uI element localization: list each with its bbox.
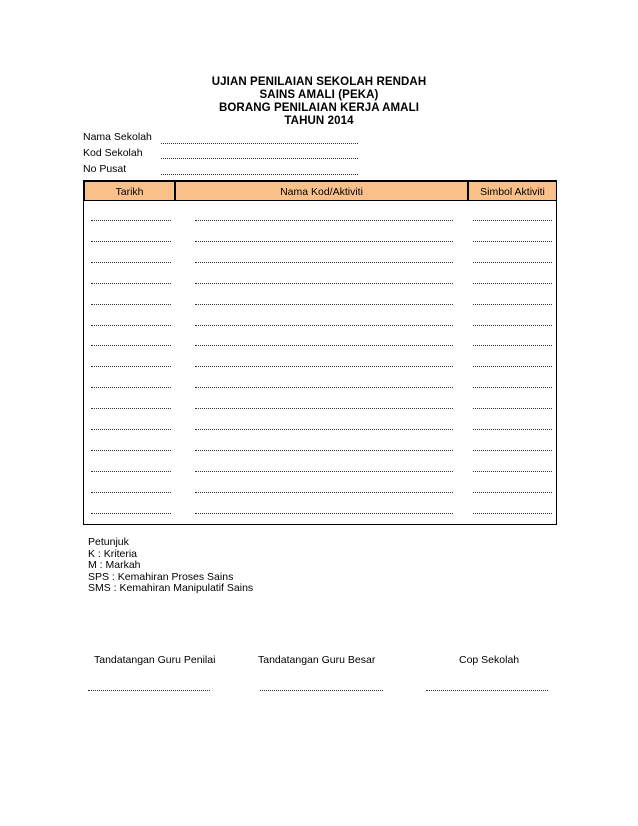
- school-code-row: [83, 147, 160, 159]
- legend-item: M : Markah: [88, 559, 141, 571]
- activity-field[interactable]: [195, 429, 453, 430]
- teacher-signature-label: Tandatangan Guru Penilai: [94, 654, 216, 666]
- title-line-2: SAINS AMALI (PEKA): [259, 89, 379, 101]
- activity-field[interactable]: [195, 450, 453, 451]
- school-name-label: Nama Sekolah: [83, 131, 152, 143]
- legend-item: SPS : Kemahiran Proses Sains: [88, 570, 234, 583]
- center-no-field[interactable]: [161, 174, 358, 175]
- activity-field[interactable]: [195, 262, 453, 263]
- activity-field[interactable]: [195, 366, 453, 367]
- activity-field[interactable]: [195, 513, 453, 514]
- activity-field[interactable]: [195, 471, 453, 472]
- symbol-field[interactable]: [473, 450, 552, 451]
- symbol-field[interactable]: [473, 387, 552, 388]
- date-field[interactable]: [91, 513, 171, 514]
- date-field[interactable]: [91, 450, 171, 451]
- date-field[interactable]: [91, 492, 171, 493]
- column-header-activity: Nama Kod/Aktiviti: [175, 181, 468, 201]
- table-row: [84, 471, 556, 472]
- school-stamp-field[interactable]: [426, 690, 548, 691]
- symbol-field[interactable]: [473, 345, 552, 346]
- date-field[interactable]: [91, 325, 171, 326]
- column-header-symbol: Simbol Aktiviti: [468, 181, 557, 201]
- date-field[interactable]: [91, 471, 171, 472]
- school-code-label: Kod Sekolah: [83, 147, 143, 159]
- date-field[interactable]: [91, 262, 171, 263]
- date-field[interactable]: [91, 429, 171, 430]
- title-line-3: BORANG PENILAIAN KERJA AMALI: [218, 102, 419, 114]
- school-code-field[interactable]: [161, 158, 358, 159]
- activity-field[interactable]: [195, 387, 453, 388]
- symbol-field[interactable]: [473, 220, 552, 221]
- table-row: [84, 220, 556, 221]
- symbol-field[interactable]: [473, 513, 552, 514]
- center-no-row: [83, 163, 160, 175]
- table-row: [84, 366, 556, 367]
- symbol-field[interactable]: [473, 241, 552, 242]
- school-name-field[interactable]: [161, 143, 358, 144]
- date-field[interactable]: [91, 283, 171, 284]
- table-row: [84, 387, 556, 388]
- table-row: [84, 241, 556, 242]
- table-row: [84, 283, 556, 284]
- legend-title: Petunjuk: [88, 536, 129, 548]
- legend-item: SMS : Kemahiran Manipulatif Sains: [88, 582, 254, 594]
- table-row: [84, 513, 556, 514]
- symbol-field[interactable]: [473, 283, 552, 284]
- symbol-field[interactable]: [473, 408, 552, 409]
- title-line-1: UJIAN PENILAIAN SEKOLAH RENDAH: [211, 76, 427, 88]
- headmaster-signature-field[interactable]: [260, 690, 383, 691]
- activity-field[interactable]: [195, 408, 453, 409]
- symbol-field[interactable]: [473, 492, 552, 493]
- date-field[interactable]: [91, 241, 171, 242]
- activity-field[interactable]: [195, 220, 453, 221]
- table-row: [84, 492, 556, 493]
- table-row: [84, 450, 556, 451]
- symbol-field[interactable]: [473, 366, 552, 367]
- table-header: [84, 181, 556, 201]
- symbol-field[interactable]: [473, 262, 552, 263]
- table-row: [84, 408, 556, 409]
- legend-item: K : Kriteria: [88, 547, 138, 560]
- title-line-4: TAHUN 2014: [284, 115, 354, 127]
- date-field[interactable]: [91, 408, 171, 409]
- table-row: [84, 429, 556, 430]
- symbol-field[interactable]: [473, 471, 552, 472]
- date-field[interactable]: [91, 387, 171, 388]
- activity-field[interactable]: [195, 241, 453, 242]
- symbol-field[interactable]: [473, 325, 552, 326]
- school-stamp-label: Cop Sekolah: [459, 654, 520, 666]
- school-name-row: [83, 131, 160, 143]
- teacher-signature-field[interactable]: [88, 690, 210, 691]
- activity-field[interactable]: [195, 283, 453, 284]
- table-row: [84, 304, 556, 305]
- date-field[interactable]: [91, 345, 171, 346]
- center-no-label: No Pusat: [83, 163, 127, 175]
- headmaster-signature-label: Tandatangan Guru Besar: [258, 654, 376, 666]
- column-header-date: Tarikh: [84, 181, 175, 201]
- table-row: [84, 345, 556, 346]
- date-field[interactable]: [91, 220, 171, 221]
- symbol-field[interactable]: [473, 429, 552, 430]
- legend: [88, 537, 253, 595]
- table-row: [84, 262, 556, 263]
- symbol-field[interactable]: [473, 304, 552, 305]
- date-field[interactable]: [91, 304, 171, 305]
- date-field[interactable]: [91, 366, 171, 367]
- activity-field[interactable]: [195, 304, 453, 305]
- activity-field[interactable]: [195, 492, 453, 493]
- table-row: [84, 325, 556, 326]
- form-title: [0, 76, 638, 128]
- activity-field[interactable]: [195, 345, 453, 346]
- activity-field[interactable]: [195, 325, 453, 326]
- activity-table: [83, 180, 557, 525]
